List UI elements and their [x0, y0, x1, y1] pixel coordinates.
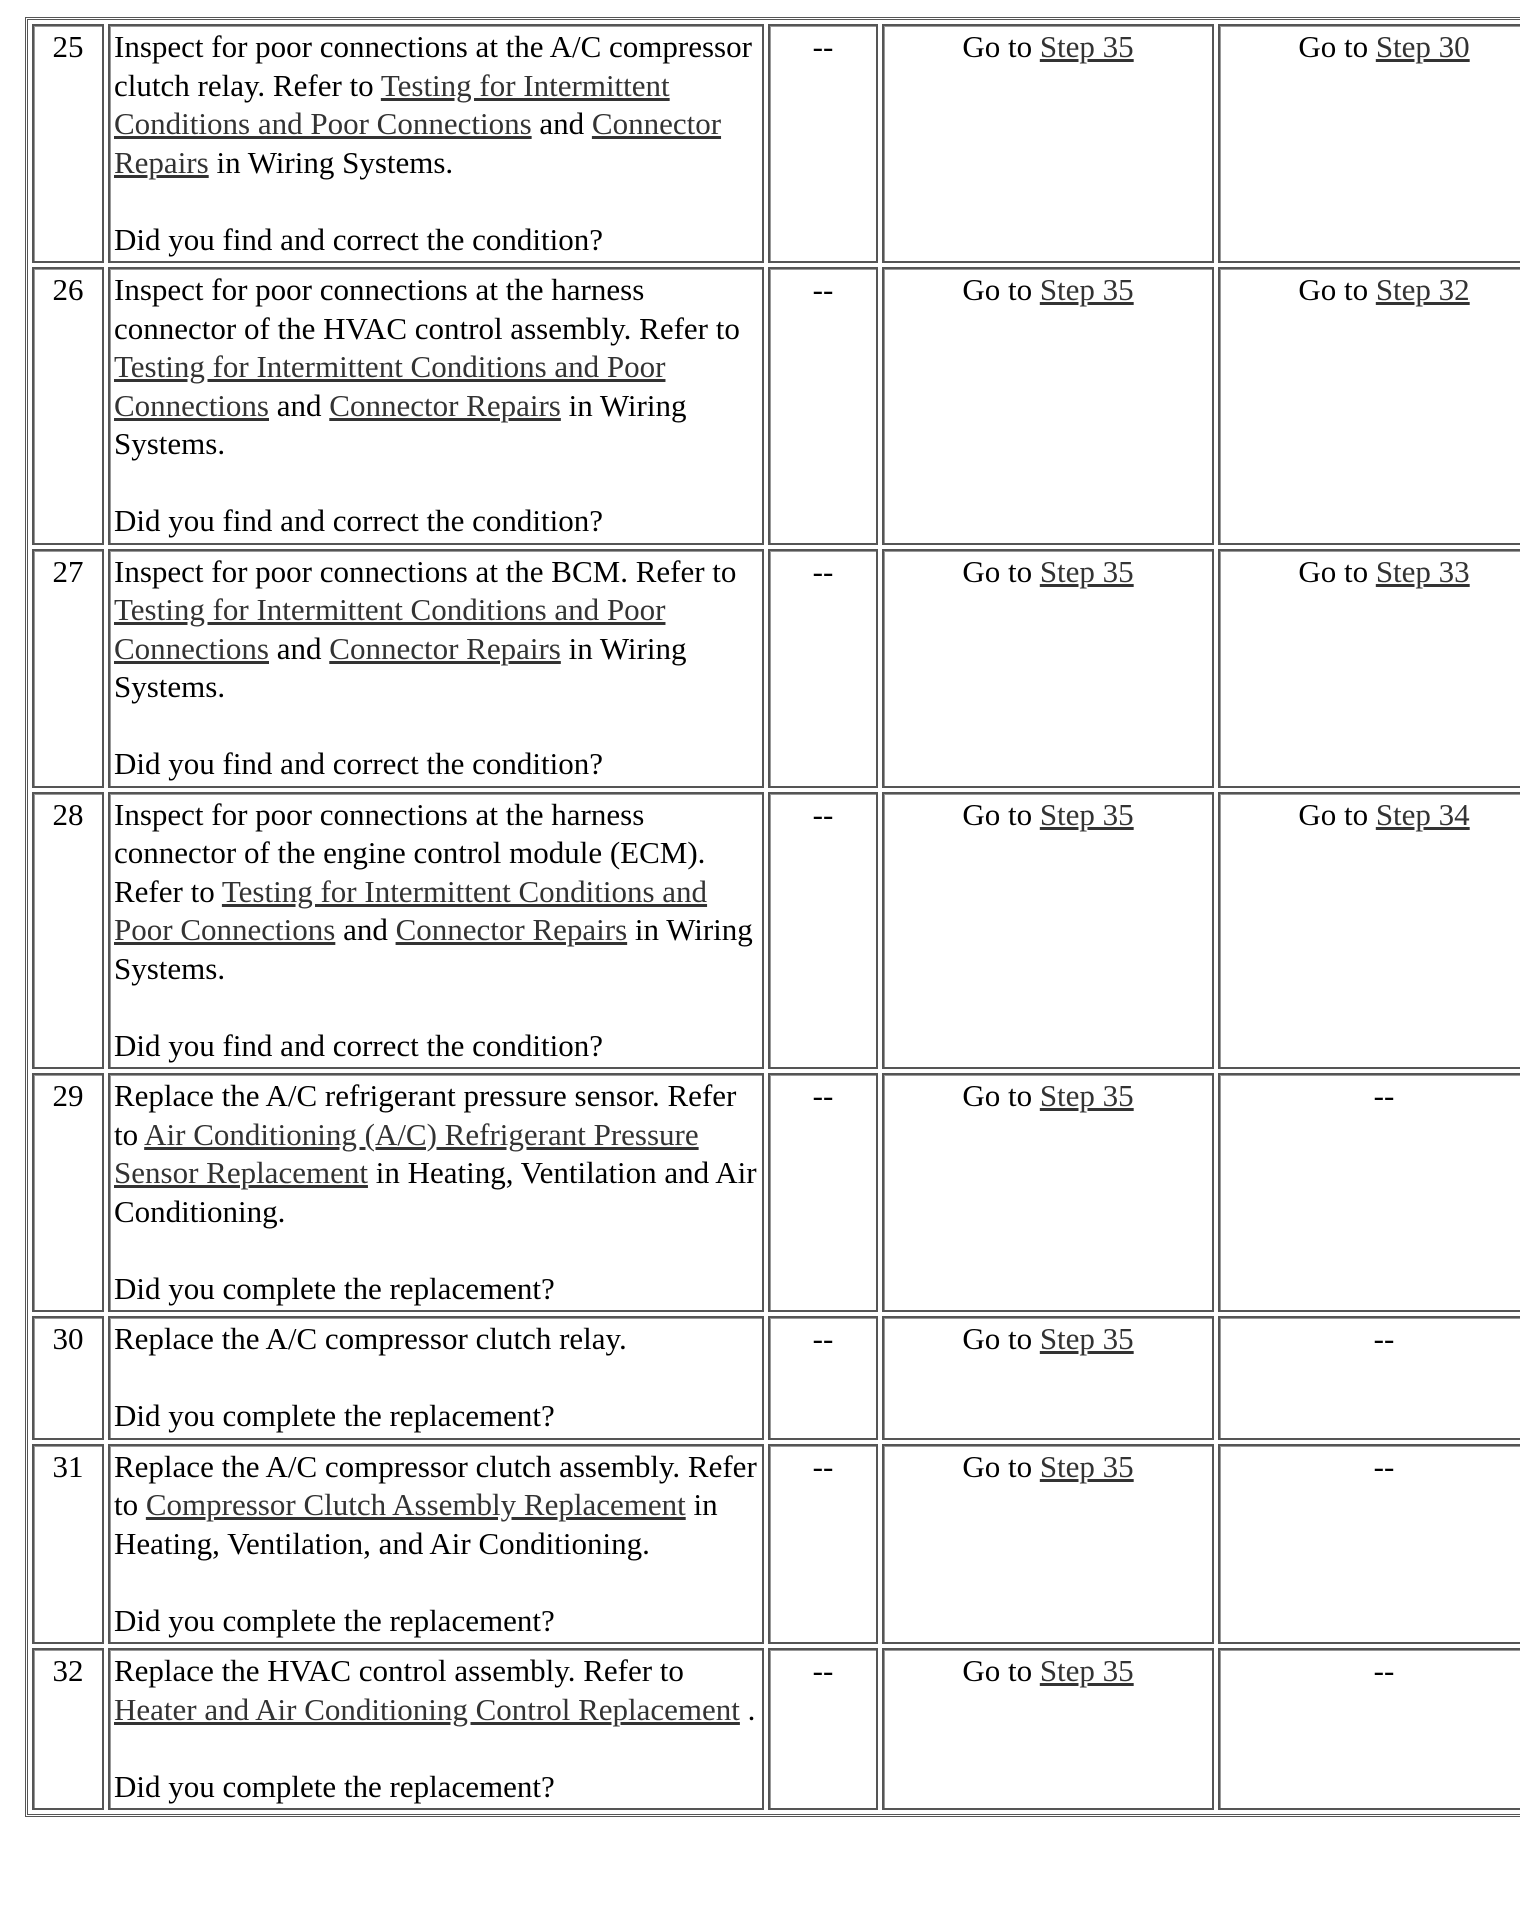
action-text-segment: Inspect for poor connections at the A/C compressor clutch relay. Refer to [114, 29, 752, 103]
reference-link[interactable]: Heater and Air Conditioning Control Replacement [114, 1691, 740, 1727]
go-to-step-link[interactable]: Step 32 [1375, 272, 1470, 307]
action-text-segment: Inspect for poor connections at the harness connector of the engine control module (ECM). Refer to [114, 796, 706, 909]
yes-result [882, 1648, 1214, 1810]
step-number: 31 [32, 1444, 104, 1645]
step-value: -- [768, 1316, 878, 1440]
yes-result [882, 1316, 1214, 1440]
go-to-step-link[interactable]: Step 35 [1039, 553, 1134, 589]
step-number: 27 [32, 549, 104, 788]
no-result-prefix: Go to [1298, 796, 1376, 832]
action-text-segment: in Wiring Systems. [208, 144, 454, 180]
step-question: Did you find and correct the condition? [114, 746, 603, 781]
step-question: Did you complete the replacement? [114, 1398, 555, 1433]
reference-link[interactable]: Testing for Intermittent Conditions and Poor Connections [114, 349, 666, 423]
action-text-segment: and [269, 630, 330, 666]
go-to-step-link[interactable]: Step 35 [1039, 272, 1134, 307]
no-result-text: -- [1373, 1448, 1395, 1484]
action-text [114, 271, 758, 464]
yes-result-prefix: Go to [962, 272, 1040, 307]
step-number: 30 [32, 1316, 104, 1440]
step-question: Did you find and correct the condition? [114, 221, 603, 257]
no-result [1218, 792, 1520, 1070]
go-to-step-link[interactable]: Step 35 [1039, 1078, 1134, 1113]
yes-result [882, 1444, 1214, 1645]
step-value: -- [768, 549, 878, 788]
yes-result [882, 792, 1214, 1070]
step-question: Did you complete the replacement? [114, 1270, 555, 1306]
table-row [32, 1648, 1520, 1810]
action-text-segment: . [739, 1691, 756, 1727]
action-text [114, 1448, 758, 1564]
action-text-segment: in Wiring Systems. [114, 912, 753, 986]
reference-link[interactable]: Testing for Intermittent Conditions and Poor Connections [114, 592, 666, 666]
action-text [114, 1652, 758, 1729]
yes-result-prefix: Go to [962, 29, 1040, 64]
go-to-step-link[interactable]: Step 35 [1039, 1321, 1134, 1356]
procedure-table-container [25, 17, 1520, 1817]
go-to-step-link[interactable]: Step 30 [1375, 29, 1470, 64]
no-result [1218, 1073, 1520, 1312]
diagnostic-steps-table [25, 17, 1520, 1817]
action-text [114, 1077, 758, 1231]
action-text-segment: and [531, 106, 592, 141]
action-text [114, 553, 758, 707]
step-question: Did you complete the replacement? [114, 1602, 555, 1638]
action-text-segment: Replace the HVAC control assembly. Refer to [114, 1653, 684, 1688]
no-result-text: -- [1373, 1078, 1395, 1113]
table-row [32, 792, 1520, 1070]
action-text [114, 28, 758, 182]
yes-result [882, 1073, 1214, 1312]
yes-result-prefix: Go to [962, 1653, 1040, 1688]
no-result-prefix: Go to [1298, 553, 1376, 589]
yes-result-prefix: Go to [962, 1448, 1040, 1484]
step-value: -- [768, 1073, 878, 1312]
step-question: Did you find and correct the condition? [114, 1027, 603, 1063]
step-value: -- [768, 792, 878, 1070]
step-number: 29 [32, 1073, 104, 1312]
yes-result-prefix: Go to [962, 796, 1040, 832]
action-text-segment: Inspect for poor connections at the BCM. Refer to [114, 553, 737, 589]
no-result [1218, 1444, 1520, 1645]
action-text-segment: and [335, 912, 396, 947]
step-action [108, 792, 764, 1070]
go-to-step-link[interactable]: Step 35 [1039, 1653, 1134, 1688]
reference-link[interactable]: Compressor Clutch Assembly Replacement [145, 1487, 686, 1522]
table-row [32, 1444, 1520, 1645]
table-row [32, 1316, 1520, 1440]
yes-result-prefix: Go to [962, 553, 1040, 589]
go-to-step-link[interactable]: Step 35 [1039, 796, 1134, 832]
table-body [32, 24, 1520, 1810]
go-to-step-link[interactable]: Step 35 [1039, 29, 1134, 64]
step-number: 28 [32, 792, 104, 1070]
step-value: -- [768, 24, 878, 263]
no-result-text: -- [1373, 1321, 1395, 1356]
yes-result-prefix: Go to [962, 1078, 1040, 1113]
no-result-text: -- [1373, 1653, 1395, 1688]
table-row [32, 24, 1520, 263]
reference-link[interactable]: Air Conditioning (A/C) Refrigerant Pressure Sensor Replacement [114, 1116, 699, 1190]
no-result [1218, 24, 1520, 263]
step-action [108, 1648, 764, 1810]
table-row [32, 267, 1520, 545]
action-text-segment: Inspect for poor connections at the harness connector of the HVAC control assembly. Refer to [114, 272, 740, 346]
action-text-segment: in Heating, Ventilation and Air Conditioning. [114, 1155, 757, 1229]
reference-link[interactable]: Connector Repairs [114, 106, 722, 180]
step-value: -- [768, 1444, 878, 1645]
action-text [114, 796, 758, 989]
action-text-segment: in Wiring Systems. [114, 630, 687, 704]
step-number: 26 [32, 267, 104, 545]
yes-result [882, 24, 1214, 263]
step-number: 32 [32, 1648, 104, 1810]
reference-link[interactable]: Testing for Intermittent Conditions and Poor Connections [114, 67, 670, 141]
table-row [32, 549, 1520, 788]
reference-link[interactable]: Connector Repairs [329, 630, 561, 666]
no-result [1218, 1648, 1520, 1810]
action-text-segment: in Wiring Systems. [114, 387, 687, 461]
action-text-segment: in Heating, Ventilation, and Air Conditioning. [114, 1487, 718, 1561]
yes-result [882, 549, 1214, 788]
action-text [114, 1320, 758, 1359]
step-action [108, 1073, 764, 1312]
step-question: Did you complete the replacement? [114, 1768, 555, 1804]
no-result-prefix: Go to [1298, 272, 1376, 307]
yes-result-prefix: Go to [962, 1321, 1040, 1356]
step-value: -- [768, 1648, 878, 1810]
action-text-segment: Replace the A/C refrigerant pressure sensor. Refer to [114, 1078, 737, 1152]
no-result-prefix: Go to [1298, 29, 1376, 64]
step-value: -- [768, 267, 878, 545]
table-row [32, 1073, 1520, 1312]
reference-link[interactable]: Connector Repairs [329, 387, 561, 423]
step-number: 25 [32, 24, 104, 263]
go-to-step-link[interactable]: Step 33 [1375, 553, 1470, 589]
no-result [1218, 267, 1520, 545]
go-to-step-link[interactable]: Step 34 [1375, 796, 1470, 832]
no-result [1218, 549, 1520, 788]
no-result [1218, 1316, 1520, 1440]
step-action [108, 1444, 764, 1645]
step-action [108, 267, 764, 545]
action-text-segment: Replace the A/C compressor clutch relay. [114, 1321, 627, 1356]
step-question: Did you find and correct the condition? [114, 503, 603, 538]
go-to-step-link[interactable]: Step 35 [1039, 1448, 1134, 1484]
step-action [108, 1316, 764, 1440]
action-text-segment: Replace the A/C compressor clutch assembly. Refer to [114, 1448, 757, 1522]
reference-link[interactable]: Connector Repairs [395, 912, 628, 947]
yes-result [882, 267, 1214, 545]
step-action [108, 549, 764, 788]
reference-link[interactable]: Testing for Intermittent Conditions and Poor Connections [114, 873, 708, 947]
action-text-segment: and [269, 387, 330, 423]
step-action [108, 24, 764, 263]
